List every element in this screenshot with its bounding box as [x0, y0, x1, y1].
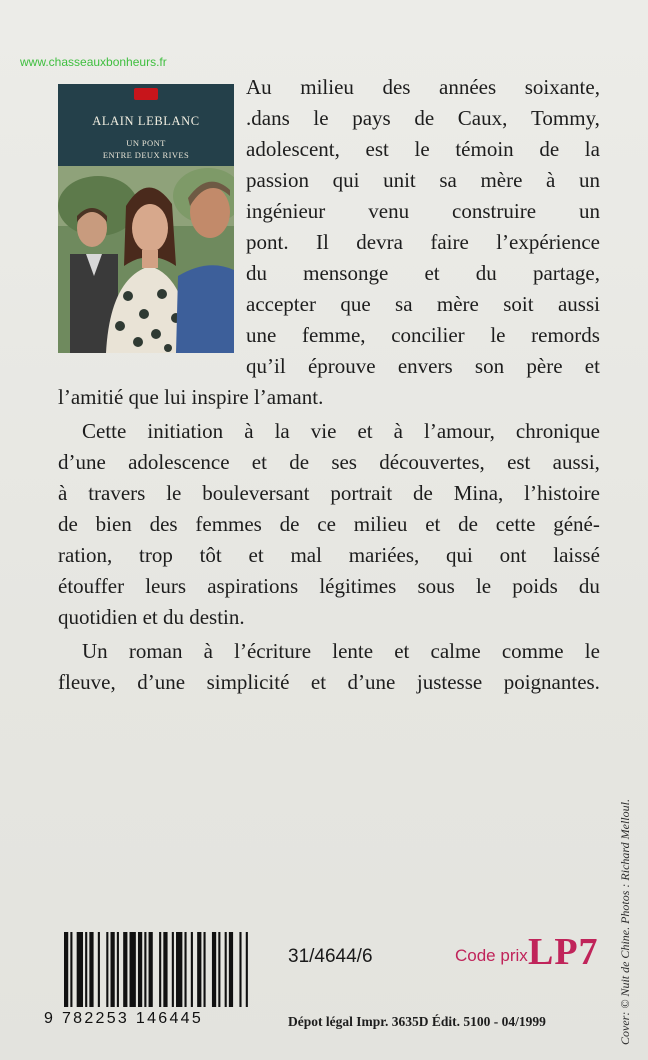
watermark: www.chasseauxbonheurs.fr	[20, 55, 167, 69]
barcode-bar	[176, 932, 182, 1007]
cover-title-line1: UN PONT	[126, 138, 166, 148]
barcode-bar	[117, 932, 119, 1007]
barcode-bar	[98, 932, 100, 1007]
barcode-bar	[159, 932, 161, 1007]
barcode-bar	[172, 932, 174, 1007]
barcode-bar	[225, 932, 227, 1007]
barcode-bar	[239, 932, 241, 1007]
blurb-line: Cette initiation à la vie et à l’amour, chronique	[82, 419, 600, 443]
barcode-digits: 9 782253 146445	[44, 1010, 204, 1027]
blurb-line: passion qui unit sa mère à un	[246, 168, 600, 192]
barcode-bar	[229, 932, 233, 1007]
blurb-line: à travers le bouleversant portrait de Mina, l’histoire	[58, 481, 600, 505]
blurb-line: adolescent, est le témoin de la	[246, 137, 600, 161]
blurb-line: quotidien et du destin.	[58, 605, 245, 629]
barcode-bar	[218, 932, 220, 1007]
blurb-line: fleuve, d’une simplicité et d’une justesse poignantes.	[58, 670, 600, 694]
blurb-line: ration, trop tôt et mal mariées, qui ont laissé	[58, 543, 600, 567]
depot-legal: Dépot légal Impr. 3635D Édit. 5100 - 04/1999	[288, 1014, 546, 1029]
barcode-bar	[191, 932, 193, 1007]
blurb-line: accepter que sa mère soit aussi	[246, 292, 600, 316]
blurb-line: Un roman à l’écriture lente et calme comme le	[82, 639, 600, 663]
barcode-bar	[184, 932, 186, 1007]
barcode-bar	[204, 932, 206, 1007]
barcode-bar	[163, 932, 167, 1007]
blurb-line: une femme, concilier le remords	[246, 323, 600, 347]
barcode-bar	[85, 932, 87, 1007]
barcode	[62, 932, 252, 1007]
blurb-line: du mensonge et du partage,	[246, 261, 600, 285]
barcode-bar	[149, 932, 153, 1007]
barcode-bar	[106, 932, 108, 1007]
blurb-line: Au milieu des années soixante,	[246, 75, 600, 99]
blurb-line: étouffer leurs aspirations légitimes sous le poids du	[58, 574, 600, 598]
barcode-bar	[123, 932, 127, 1007]
barcode-bar	[89, 932, 93, 1007]
barcode-bar	[64, 932, 68, 1007]
blurb-line: l’amitié que lui inspire l’amant.	[58, 385, 324, 409]
barcode-bar	[212, 932, 216, 1007]
code-prix-value: LP7	[528, 931, 599, 973]
barcode-bar	[111, 932, 115, 1007]
photo-credit: Cover: © Nuit de Chine. Photos : Richard Melloul.	[618, 799, 632, 1045]
barcode-bar	[197, 932, 201, 1007]
barcode-bar	[144, 932, 146, 1007]
barcode-bar	[70, 932, 72, 1007]
cover-title-line2: ENTRE DEUX RIVES	[102, 150, 190, 160]
barcode-bar	[130, 932, 136, 1007]
blurb-line: pont. Il devra faire l’expérience	[246, 230, 600, 254]
blurb-line: .dans le pays de Caux, Tommy,	[246, 106, 600, 130]
code-number: 31/4644/6	[288, 946, 373, 967]
cover-author: ALAIN LEBLANC	[92, 114, 200, 128]
blurb-line: de bien des femmes de ce milieu et de cette géné-	[58, 512, 600, 536]
barcode-bar	[77, 932, 83, 1007]
blurb-line: ingénieur venu construire un	[246, 199, 600, 223]
blurb-line: qu’il éprouve envers son père et	[246, 354, 600, 378]
barcode-bar	[138, 932, 142, 1007]
barcode-bar	[246, 932, 248, 1007]
blurb-line: d’une adolescence et de ses découvertes, est aussi,	[58, 450, 600, 474]
code-prix-label: Code prix	[455, 946, 528, 965]
